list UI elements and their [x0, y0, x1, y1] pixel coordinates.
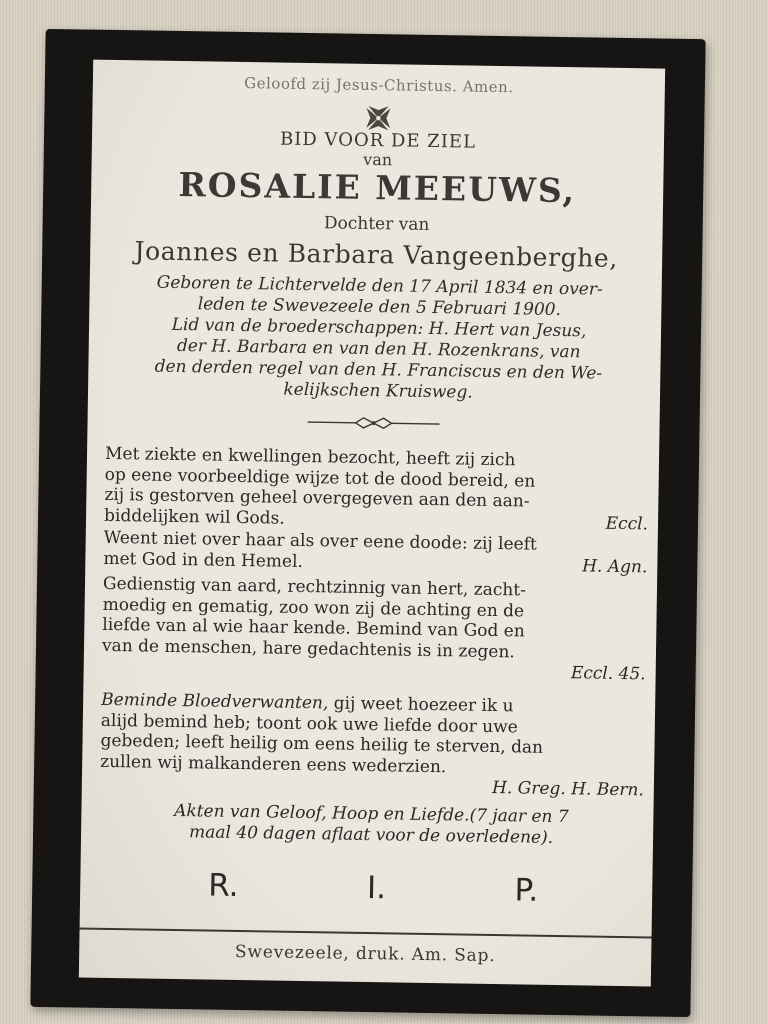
- text-line: liefde van al wie haar kende. Bemind van God en: [102, 614, 525, 642]
- bio-line: der H. Barbara en van den H. Rozenkrans, van: [176, 335, 581, 363]
- prayer-heading: BID VOOR DE ZIEL: [279, 128, 477, 153]
- bio-line: kelijkschen Kruisweg.: [283, 379, 473, 403]
- paragraph-2: [103, 528, 648, 578]
- text-line: zij is gestorven geheel overgegeven aan den aan-: [104, 484, 530, 512]
- text-line: gebeden; leeft heilig om eens heilig te sterven, dan: [100, 730, 544, 758]
- text-line: Akten van Geloof, Hoop en Liefde.(7 jaar en 7: [174, 800, 569, 828]
- paragraph-3: [102, 574, 648, 685]
- text-line: met God in den Hemel. H. Agn.: [103, 548, 648, 577]
- bio-line: leden te Swevezeele den 5 Februari 1900.: [197, 294, 562, 321]
- motto: Geloofd zij Jesus-Christus. Amen.: [244, 74, 514, 97]
- biography: [102, 272, 656, 407]
- deceased-name: ROSALIE MEEUWS,: [178, 164, 577, 211]
- text-line: Gedienstig van aard, rechtzinnig van hert, zacht-: [102, 573, 527, 601]
- bio-line: Lid van de broederschappen: H. Hert van Jesus,: [171, 314, 587, 342]
- rip-letter: I.: [366, 870, 387, 907]
- text-line: biddelijken wil Gods. Eccl.: [103, 505, 649, 534]
- text-line: op eene voorbeeldige wijze tot de dood bereid, en: [104, 464, 536, 492]
- card-paper: [79, 60, 665, 987]
- source-citation: H. Agn.: [582, 555, 648, 577]
- divider-rule: [80, 928, 652, 939]
- flourish-divider-icon: [307, 415, 439, 431]
- rip-letter: P.: [514, 872, 539, 909]
- paragraph-1: [104, 444, 649, 535]
- source-citation: Eccl. 45.: [570, 663, 646, 685]
- text-line: moedig en gematig, zoo won zij de achting en de: [102, 594, 525, 621]
- memorial-card: [30, 29, 705, 1017]
- bio-line: den derden regel van den H. Franciscus en den We-: [154, 356, 603, 384]
- rip-letters: [208, 868, 539, 909]
- parents-names: Joannes en Barbara Vangeenberghe,: [134, 236, 619, 273]
- text-line: Weent niet over haar als over eene doode: zij leeft: [103, 527, 537, 555]
- indulgence-note: [99, 800, 644, 850]
- text-line: Met ziekte en kwellingen bezocht, heeft zij zich: [104, 443, 516, 471]
- rip-letter: R.: [208, 867, 239, 905]
- text-line: alijd bemind heb; toont ook uwe liefde door uwe: [100, 710, 518, 737]
- daughter-of-label: Dochter van: [323, 213, 430, 235]
- text-line: van de menschen, hare gedachtenis is in zegen.: [101, 635, 515, 662]
- text-line: maal 40 dagen aflaat voor de overledene).: [188, 821, 554, 848]
- printer-imprint: Swevezeele, druk. Am. Sap.: [234, 941, 496, 967]
- text-line: zullen wij malkanderen eens wederzien.: [100, 751, 447, 777]
- paragraph-4: [100, 690, 646, 801]
- bio-line: Geboren te Lichtervelde den 17 April 1834 en over-: [156, 272, 603, 300]
- text-line: Beminde Bloedverwanten, gij weet hoezeer ik u: [101, 689, 514, 717]
- source-citation: Eccl.: [605, 513, 649, 534]
- van-label: van: [363, 149, 393, 170]
- source-citation: H. Greg. H. Bern.: [491, 777, 644, 801]
